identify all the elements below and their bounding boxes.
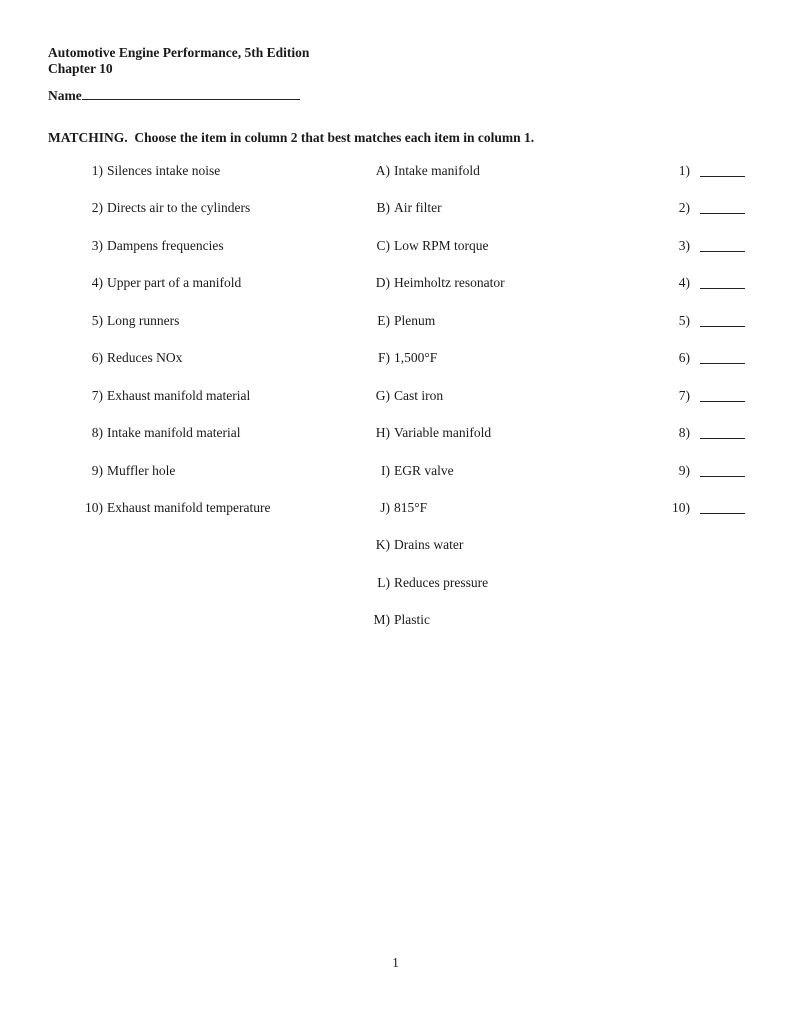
option-row: [344, 313, 505, 350]
option-letter: J): [380, 499, 390, 515]
page-number: 1: [392, 955, 399, 970]
answer-number: 10): [672, 499, 690, 515]
question-number: 10): [85, 499, 103, 515]
answer-row: [644, 350, 745, 387]
answer-fill-in-line[interactable]: [700, 240, 745, 252]
matching-instructions: MATCHING. Choose the item in column 2 that best matches each item in column 1.: [48, 130, 535, 145]
answer-fill-in-line[interactable]: [700, 352, 745, 364]
option-text: Reduces pressure: [394, 574, 489, 590]
question-number: 6): [91, 350, 103, 366]
question-number: 1): [91, 163, 103, 178]
option-text: Air filter: [394, 200, 442, 216]
option-row: [344, 238, 505, 275]
question-row: [57, 500, 270, 537]
question-row: [57, 425, 270, 462]
question-text: Reduces NOx: [107, 350, 183, 366]
question-number: 9): [91, 462, 103, 478]
question-row: [57, 313, 270, 350]
question-number: 2): [91, 200, 103, 216]
document-header: [48, 45, 309, 76]
option-letter: A): [375, 163, 390, 178]
option-row: [344, 463, 505, 500]
option-letter: H): [375, 425, 390, 441]
question-text: Exhaust manifold material: [107, 387, 251, 403]
answer-fill-in-line[interactable]: [700, 427, 745, 439]
question-text: Upper part of a manifold: [107, 275, 242, 291]
option-letter: G): [375, 387, 390, 403]
answer-row: [644, 200, 745, 237]
answer-number: 9): [678, 462, 690, 478]
name-fill-in-line[interactable]: [82, 87, 300, 100]
answer-blank-column: [644, 163, 745, 537]
option-text: Plenum: [394, 312, 436, 328]
option-text: Cast iron: [394, 387, 444, 403]
option-letter: B): [376, 200, 390, 216]
option-letter: K): [375, 537, 390, 553]
option-text: Low RPM torque: [394, 237, 489, 253]
question-row: [57, 163, 270, 200]
question-row: [57, 275, 270, 312]
option-text: Variable manifold: [394, 425, 492, 441]
option-text: Drains water: [394, 537, 464, 553]
answer-row: [644, 163, 745, 200]
question-row: [57, 350, 270, 387]
answer-number: 2): [678, 200, 690, 216]
answer-number: 6): [678, 350, 690, 366]
answer-row: [644, 313, 745, 350]
question-text: Exhaust manifold temperature: [107, 499, 271, 515]
option-text: Heimholtz resonator: [394, 275, 505, 291]
option-letter: F): [377, 350, 390, 366]
option-row: [344, 575, 505, 612]
option-letter: E): [377, 312, 390, 328]
answer-number: 7): [678, 387, 690, 403]
option-row: [344, 612, 505, 649]
answer-row: [644, 463, 745, 500]
answer-row: [644, 238, 745, 275]
option-row: [344, 163, 505, 200]
question-row: [57, 388, 270, 425]
answer-number: 4): [678, 275, 690, 291]
answer-fill-in-line[interactable]: [700, 465, 745, 477]
book-title: Automotive Engine Performance, 5th Edition: [48, 45, 310, 60]
answer-fill-in-line[interactable]: [700, 315, 745, 327]
answer-fill-in-line[interactable]: [700, 390, 745, 402]
option-text: 1,500°F: [394, 350, 438, 366]
question-text: Muffler hole: [107, 462, 176, 478]
question-number: 5): [91, 312, 103, 328]
answer-fill-in-line[interactable]: [700, 502, 745, 514]
column1-questions: [57, 163, 270, 537]
option-text: Plastic: [394, 612, 430, 628]
question-text: Dampens frequencies: [107, 237, 224, 253]
question-number: 8): [91, 425, 103, 441]
name-row: [48, 87, 300, 104]
option-letter: I): [381, 462, 390, 478]
option-row: [344, 500, 505, 537]
option-row: [344, 388, 505, 425]
question-row: [57, 200, 270, 237]
option-letter: C): [376, 237, 390, 253]
name-label: Name: [48, 88, 82, 103]
chapter-label: Chapter 10: [48, 60, 113, 76]
answer-number: 3): [678, 237, 690, 253]
question-row: [57, 463, 270, 500]
option-letter: L): [377, 574, 390, 590]
answer-fill-in-line[interactable]: [700, 165, 745, 177]
option-text: Intake manifold: [394, 163, 480, 178]
option-row: [344, 537, 505, 574]
answer-fill-in-line[interactable]: [700, 202, 745, 214]
answer-row: [644, 500, 745, 537]
option-row: [344, 350, 505, 387]
answer-row: [644, 388, 745, 425]
question-text: Long runners: [107, 312, 180, 328]
question-text: Silences intake noise: [107, 163, 221, 178]
answer-fill-in-line[interactable]: [700, 277, 745, 289]
option-text: EGR valve: [394, 462, 454, 478]
option-row: [344, 425, 505, 462]
column2-options: [344, 163, 505, 650]
question-number: 4): [91, 275, 103, 291]
answer-row: [644, 275, 745, 312]
option-row: [344, 275, 505, 312]
question-text: Directs air to the cylinders: [107, 200, 251, 216]
question-text: Intake manifold material: [107, 425, 241, 441]
answer-row: [644, 425, 745, 462]
option-letter: D): [375, 275, 390, 291]
question-number: 3): [91, 237, 103, 253]
question-number: 7): [91, 387, 103, 403]
answer-number: 5): [678, 312, 690, 328]
option-text: 815°F: [394, 499, 428, 515]
answer-number: 1): [678, 163, 690, 178]
option-row: [344, 200, 505, 237]
answer-number: 8): [678, 425, 690, 441]
question-row: [57, 238, 270, 275]
option-letter: M): [373, 612, 390, 628]
